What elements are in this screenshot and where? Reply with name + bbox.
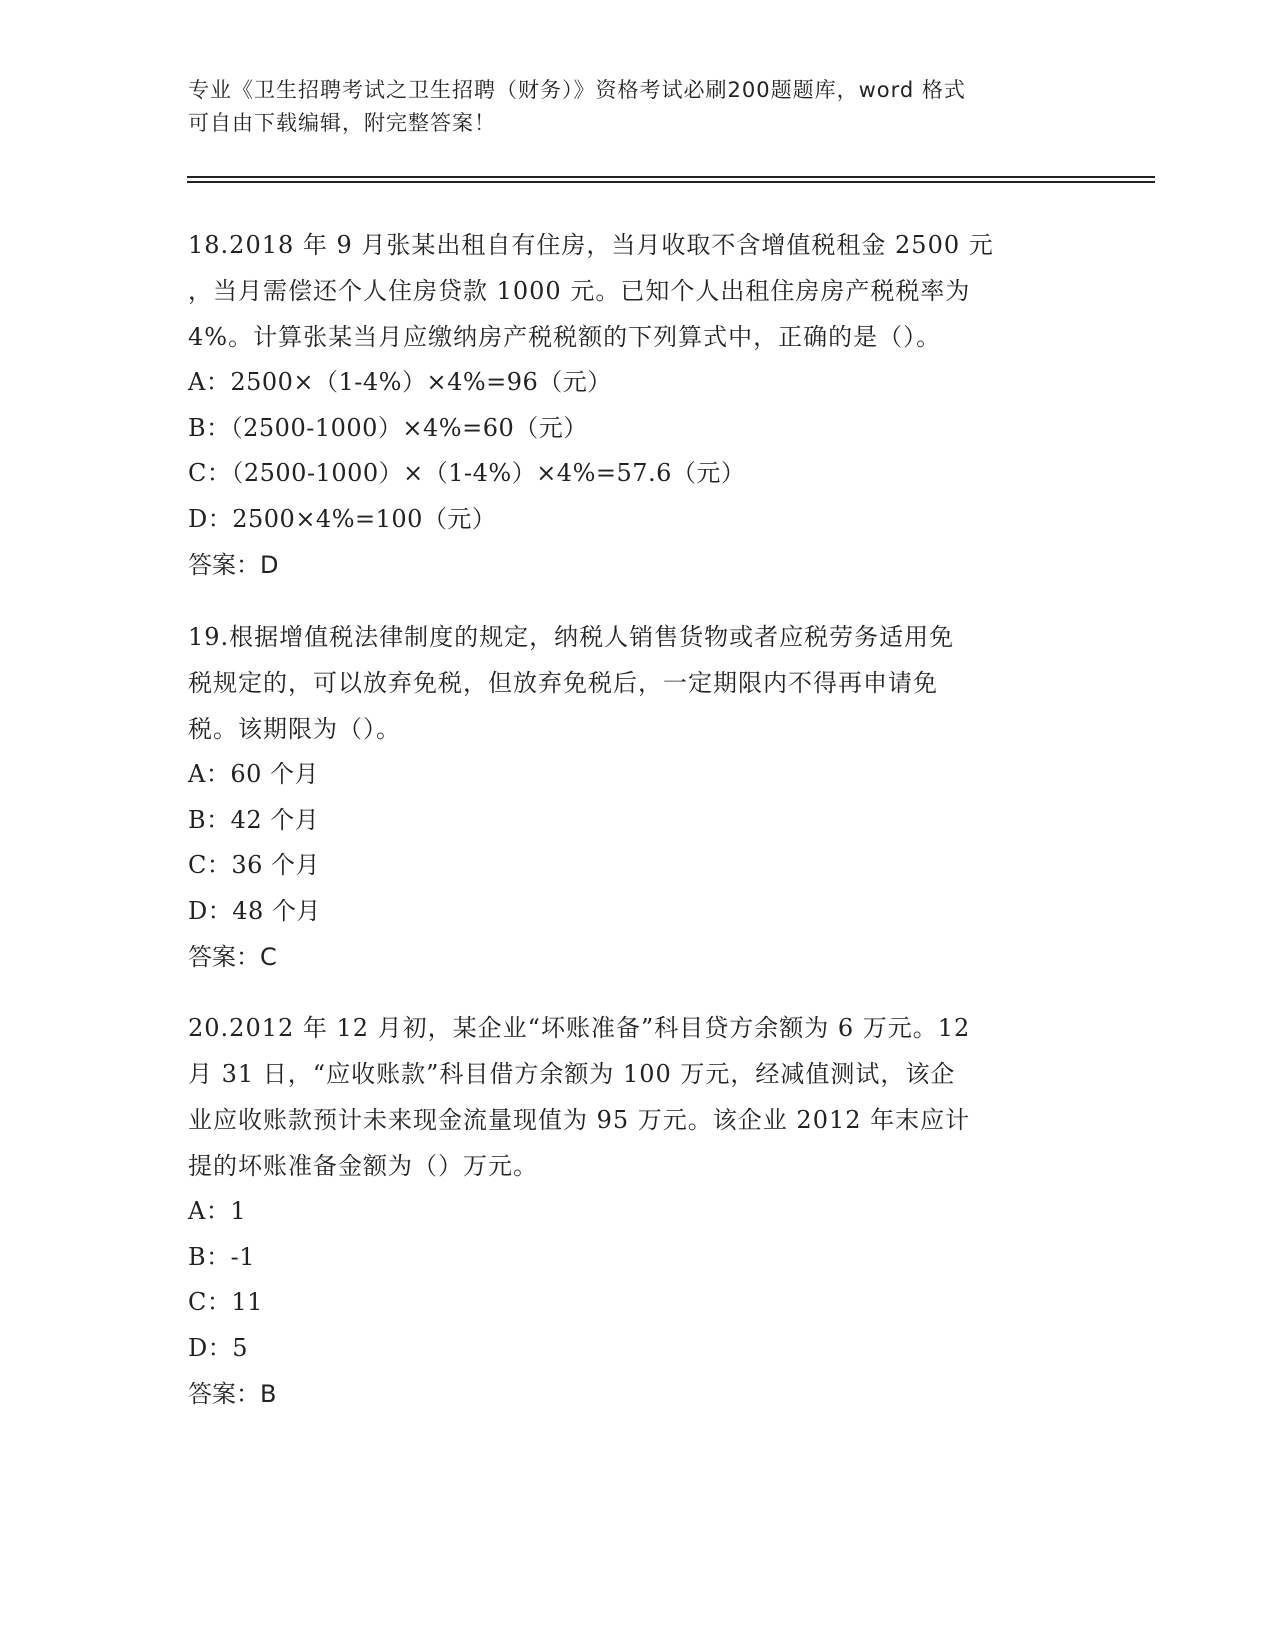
option-d: D：2500×4%=100（元） (188, 504, 497, 533)
option-c: C：（2500-1000）×（1-4%）×4%=57.6（元） (188, 459, 746, 487)
stem-line: 4%。计算张某当月应缴纳房产税税额的下列算式中，正确的是（）。 (188, 323, 942, 351)
stem-line: ，当月需偿还个人住房贷款 1000 元。已知个人出租住房房产税税率为 (188, 277, 971, 305)
answer: 答案：D (188, 551, 279, 579)
option-c: C：11 (188, 1288, 263, 1316)
answer: 答案：C (188, 943, 277, 971)
option-b: B：-1 (188, 1242, 256, 1271)
stem-line: 业应收账款预计未来现金流量现值为 95 万元。该企业 2012 年末应计 (188, 1106, 971, 1134)
question-stem (188, 222, 1088, 360)
option-c: C：36 个月 (188, 851, 321, 879)
header-line: 专业《卫生招聘考试之卫生招聘（财务）》资格考试必刷200题题库，word 格式 (188, 78, 966, 102)
question-18 (188, 222, 1088, 588)
answer: 答案：B (188, 1380, 277, 1408)
option-b: B：42 个月 (188, 805, 320, 834)
option-a: A：60 个月 (188, 760, 319, 788)
stem-line: 月 31 日，“应收账款”科目借方余额为 100 万元，经减值测试，该企 (188, 1060, 956, 1088)
option-b: B：（2500-1000）×4%=60（元） (188, 413, 588, 442)
header-divider (187, 176, 1155, 178)
stem-line: 税规定的，可以放弃免税，但放弃免税后，一定期限内不得再申请免 (188, 669, 938, 697)
header-line: 可自由下载编辑，附完整答案！ (188, 111, 496, 135)
option-a: A：2500×（1-4%）×4%=96（元） (188, 368, 612, 396)
option-d: D：48 个月 (188, 896, 321, 925)
question-20 (188, 1005, 1088, 1417)
question-stem (188, 614, 1088, 752)
stem-line: 20.2012 年 12 月初，某企业“坏账准备”科目贷方余额为 6 万元。12 (188, 1014, 971, 1042)
header-divider (187, 181, 1155, 183)
stem-line: 税。该期限为（）。 (188, 715, 401, 743)
option-d: D：5 (188, 1333, 249, 1362)
stem-line: 18.2018 年 9 月张某出租自有住房，当月收取不含增值税租金 2500 元 (188, 231, 994, 259)
option-a: A：1 (188, 1197, 247, 1225)
question-19 (188, 614, 1088, 980)
stem-line: 19.根据增值税法律制度的规定，纳税人销售货物或者应税劳务适用免 (188, 623, 955, 651)
question-stem (188, 1005, 1088, 1189)
stem-line: 提的坏账准备金额为（）万元。 (188, 1152, 538, 1180)
document-header (188, 74, 1068, 140)
